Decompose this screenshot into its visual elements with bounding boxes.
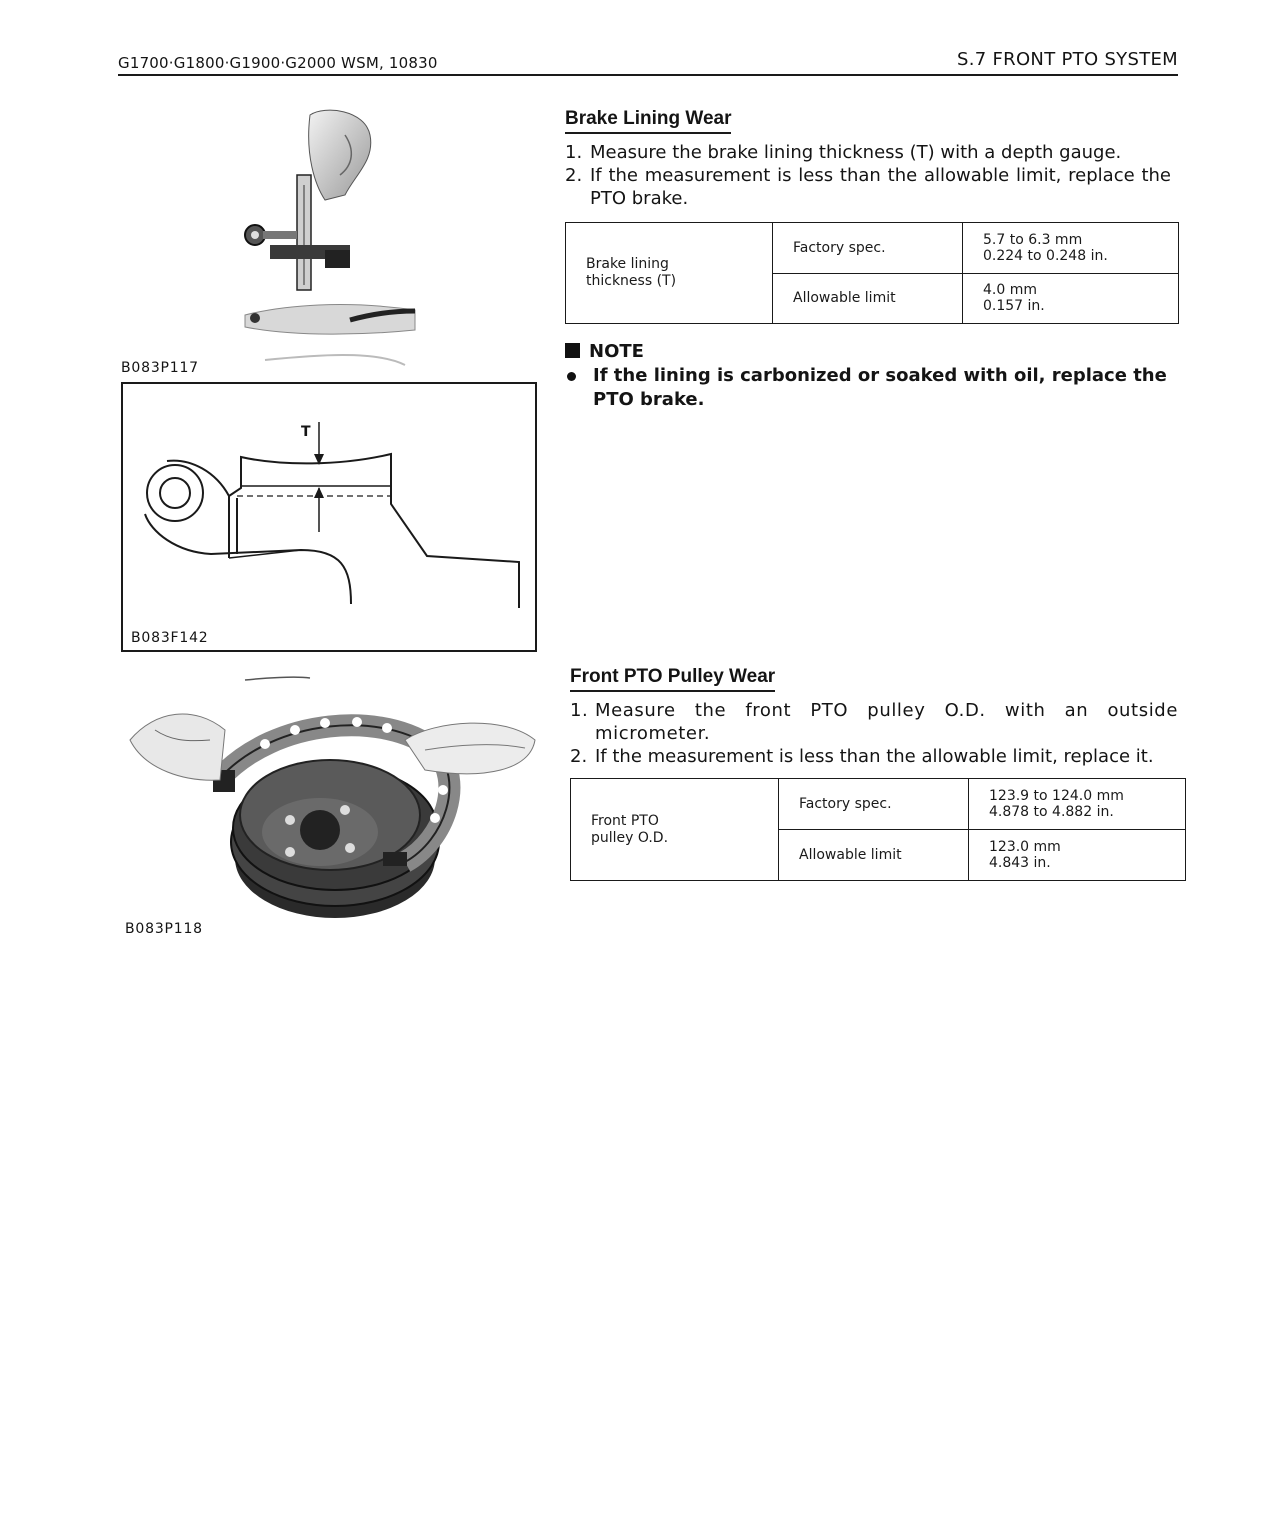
figure-caption: B083F142	[131, 630, 209, 646]
spec-value: 5.7 to 6.3 mm 0.224 to 0.248 in.	[963, 223, 1179, 274]
spec-value: 123.0 mm 4.843 in.	[969, 830, 1186, 881]
note-heading: NOTE	[565, 341, 644, 362]
section-title: S.7 FRONT PTO SYSTEM	[956, 49, 1178, 70]
list-item: 2. If the measurement is less than the allowable limit, replace the PTO brake.	[565, 165, 1171, 209]
spec-item: Brake lining thickness (T)	[566, 223, 773, 324]
spec-kind: Factory spec.	[773, 223, 963, 274]
figure-caption: B083P117	[121, 360, 199, 376]
list-item: 2. If the measurement is less than the allowable limit, replace it.	[570, 746, 1154, 767]
brake-lining-steps	[565, 141, 1171, 210]
pulley-micrometer-photo	[125, 670, 545, 925]
manual-id: G1700·G1800·G1900·G2000 WSM, 10830	[118, 54, 438, 72]
pulley-spec-table	[570, 778, 1186, 881]
spec-item: Front PTO pulley O.D.	[571, 779, 779, 881]
brake-lining-diagram	[121, 382, 537, 652]
spec-kind: Factory spec.	[779, 779, 969, 830]
section-heading-pulley: Front PTO Pulley Wear	[570, 665, 775, 692]
spec-kind: Allowable limit	[773, 273, 963, 324]
depth-gauge-photo	[225, 105, 425, 375]
brake-lining-spec-table	[565, 222, 1179, 324]
section-heading-brake-lining: Brake Lining Wear	[565, 107, 731, 134]
list-item: 1. Measure the front PTO pulley O.D. with an outside micrometer.	[570, 700, 1178, 744]
square-bullet-icon	[565, 343, 580, 358]
bullet-icon	[567, 372, 576, 381]
list-item: 1. Measure the brake lining thickness (T) with a depth gauge.	[565, 142, 1122, 163]
note-text: If the lining is carbonized or soaked with oil, replace the PTO brake.	[565, 364, 1175, 412]
page-header	[118, 44, 1178, 76]
thickness-label: T	[301, 424, 311, 440]
spec-value: 123.9 to 124.0 mm 4.878 to 4.882 in.	[969, 779, 1186, 830]
pulley-steps	[570, 699, 1178, 768]
spec-kind: Allowable limit	[779, 830, 969, 881]
figure-caption: B083P118	[125, 921, 203, 937]
spec-value: 4.0 mm 0.157 in.	[963, 273, 1179, 324]
